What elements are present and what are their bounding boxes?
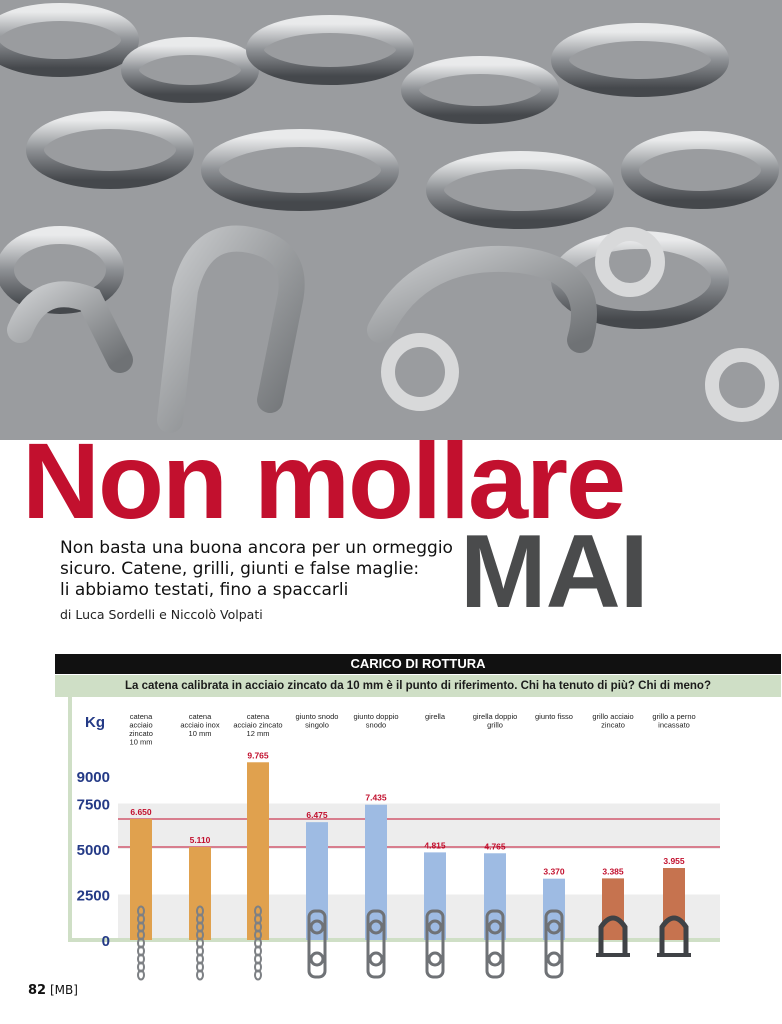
swivel-eye-icon (429, 953, 441, 965)
swivel-eye-icon (370, 953, 382, 965)
category-label: catena (129, 712, 153, 721)
category-label: acciaio inox (180, 720, 220, 730)
category-label: giunto doppio (353, 712, 399, 721)
category-label: acciaio zincato (233, 720, 283, 730)
category-label: acciaio (129, 720, 153, 730)
swivel-eye-icon (548, 953, 560, 965)
category-label: giunto snodo (295, 712, 339, 721)
category-label: catena (188, 712, 212, 721)
y-tick-label: 5000 (76, 842, 110, 859)
hero-photo (0, 0, 782, 440)
category-label: girella (424, 712, 446, 721)
bar (602, 878, 624, 940)
category-label: grillo acciaio (592, 712, 634, 721)
value-label: 3.370 (543, 866, 565, 877)
swivel-eye-icon (489, 953, 501, 965)
y-tick-label: 7500 (76, 796, 110, 814)
category-label: zincato (129, 729, 153, 738)
table-title: CARICO DI ROTTURA (55, 654, 781, 674)
y-axis (77, 714, 110, 950)
swivel-eye-icon (311, 953, 323, 965)
bar (189, 847, 211, 940)
value-label: 3.955 (663, 856, 685, 867)
y-tick-label: 0 (101, 933, 110, 950)
subtitle-line: Non basta una buona ancora per un ormeggio (60, 538, 453, 558)
category-label: singolo (305, 720, 329, 730)
category-label: snodo (365, 720, 387, 730)
value-label: 6.650 (130, 806, 152, 817)
value-label: 3.385 (602, 866, 624, 877)
y-tick-label: 9000 (76, 769, 110, 787)
table-subtitle: La catena calibrata in acciaio zincato da 10 mm è il punto di riferimento. Chi ha tenuto di più? Chi di meno? (55, 675, 781, 697)
category-label: 12 mm (246, 729, 270, 738)
category-label: grillo (487, 720, 503, 730)
magazine-logo: [MB] (50, 983, 78, 997)
value-label: 4.765 (484, 841, 506, 852)
chains-and-shackles-photo (0, 0, 782, 440)
bar (247, 762, 269, 940)
value-label: 5.110 (189, 834, 211, 845)
value-label: 6.475 (306, 810, 328, 821)
category-label: 10 mm (188, 729, 212, 738)
value-label: 7.435 (365, 792, 387, 803)
subtitle-line: li abbiamo testati, fino a spaccarli (60, 580, 349, 600)
category-label: grillo a perno (652, 712, 696, 721)
category-label: zincato (601, 720, 625, 730)
grid-band (118, 758, 720, 804)
axis-bar (68, 697, 72, 940)
category-label: giunto fisso (535, 712, 573, 721)
value-label: 9.765 (247, 750, 269, 761)
y-tick-label: 2500 (76, 887, 110, 905)
category-label: girella doppio (472, 712, 518, 721)
y-axis-label: Kg (85, 714, 105, 731)
breaking-load-chart (0, 697, 782, 987)
category-labels (129, 712, 696, 747)
page-number: 82 (28, 983, 47, 998)
article-title-accent: MAI (460, 514, 648, 630)
subtitle-line: sicuro. Catene, grilli, giunti e false maglie: (60, 559, 420, 579)
bar (663, 868, 685, 940)
article-title: Non mollare (22, 420, 625, 541)
category-label: catena (246, 712, 270, 721)
article-subtitle (60, 538, 453, 601)
category-label: 10 mm (129, 737, 153, 747)
category-label: incassato (658, 720, 690, 730)
byline: di Luca Sordelli e Niccolò Volpati (60, 607, 263, 622)
value-label: 4.815 (424, 840, 446, 851)
